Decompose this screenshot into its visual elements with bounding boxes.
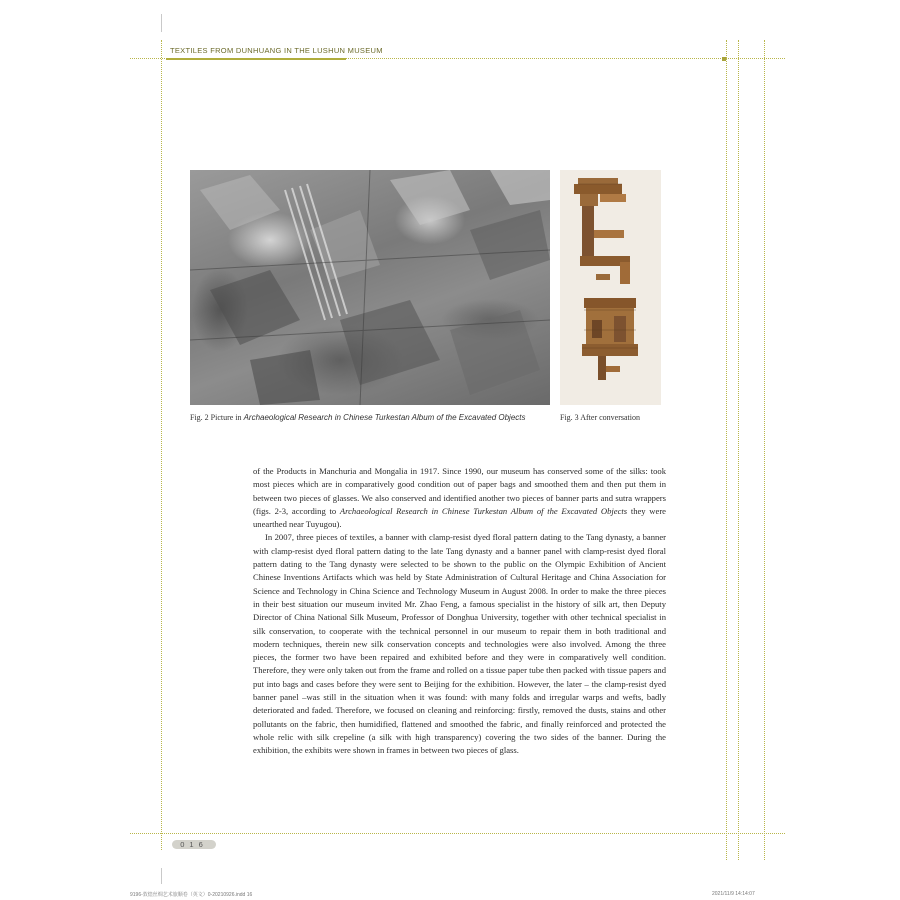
guide-line-bottom: [130, 833, 785, 834]
guide-line-right-2: [738, 40, 739, 860]
slug-file-info: 9196-敦煌丝绸艺术旅顺卷（英文）0-20210926.indd 16: [130, 892, 253, 898]
paragraph-1-part-a: of the Products in Manchuria and Mongalia in 1917. Since 1990, our museum has conserved some of the silks: took most pieces which are in comparatively good condition out of paper bags and smoothed them and then put them in between two pieces of glasses. We also conserved and identified another two pieces of banner parts and sutra wrappers (figs. 2-3, according to: [253, 466, 666, 516]
figure-2-excavation-photo: [190, 170, 550, 405]
corner-mark: [722, 57, 726, 61]
figure-2-caption-prefix: Fig. 2 Picture in: [190, 413, 244, 422]
running-head-rule: [166, 58, 346, 60]
paragraph-1: [253, 465, 666, 531]
paragraph-1-part-b: they were unearthed near Tuyugou).: [253, 505, 666, 530]
guide-line-right-3: [764, 40, 765, 860]
figure-2-texture: [190, 170, 550, 405]
figure-2-caption-title: Archaeological Research in Chinese Turkestan Album of the Excavated Objects: [243, 413, 526, 422]
guide-line-right-1: [726, 40, 727, 860]
figure-3-caption: Fig. 3 After conversation: [560, 413, 640, 422]
figure-3-banner-photo: [560, 170, 661, 405]
figure-3-banner-shape: [560, 170, 661, 405]
guide-line-left: [161, 40, 162, 850]
paragraph-2: In 2007, three pieces of textiles, a banner with clamp-resist dyed floral pattern dating to the Tang dynasty, a banner with clamp-resist dyed floral pattern dating to the late Tang dynasty and a banner panel with clamp-resist dyed floral pattern dating to the Tang dynasty were selected to be shown to the public on the Olympic Exhibition of Ancient Chinese Inventions Artifacts which was held by State Administration of Cultural Heritage and China Association for Science and Technology in China Science and Technology Museum in August 2008. In order to make the three pieces in their best situation our museum invited Mr. Zhao Feng, a famous specialist in the history of silk art, then Deputy Director of China National Silk Museum, Professor of Donghua University, together with other technical specialist in silk conservation, to cooperate with the technical personnel in our museum to repair them in both traditional and modern techniques, therein new silk conservation concepts and technologies were also involved. Among the three pieces, the former two have been repaired and exhibited before and they were in comparatively well condition. Therefore, they were only taken out from the frame and rolled on a tissue paper tube then packed with tissue papers and put into bags and cases before they were sent to Beijing for the exhibition. However, the later – the clamp-resist dyed banner panel –was still in the situation when it was found: with many folds and irregular warps and wefts, badly deteriorated and faded. Therefore, we focused on cleaning and reinforcing: firstly, removed the dusts, stains and other pollutants on the fabric, then humidified, flattened and smoothed the fabric, and finally reinforced and protected the whole relic with silk crepeline (a silk with high transparency) covering the two sides of the banner. During the exhibition, the exhibits were shown in frames in between two pieces of glass.: [253, 532, 666, 756]
figure-2-caption: [190, 413, 525, 422]
trim-mark-top: [161, 14, 162, 32]
page-number: 016: [172, 840, 216, 849]
paragraph-1-book-title: Archaeological Research in Chinese Turkestan Album of the Excavated Objects: [339, 505, 628, 516]
running-head: TEXTILES FROM DUNHUANG IN THE LUSHUN MUSEUM: [170, 46, 383, 55]
trim-mark-bottom: [161, 868, 162, 884]
body-text: [253, 465, 666, 758]
slug-timestamp: 2021/11/9 14:14:07: [712, 891, 755, 897]
